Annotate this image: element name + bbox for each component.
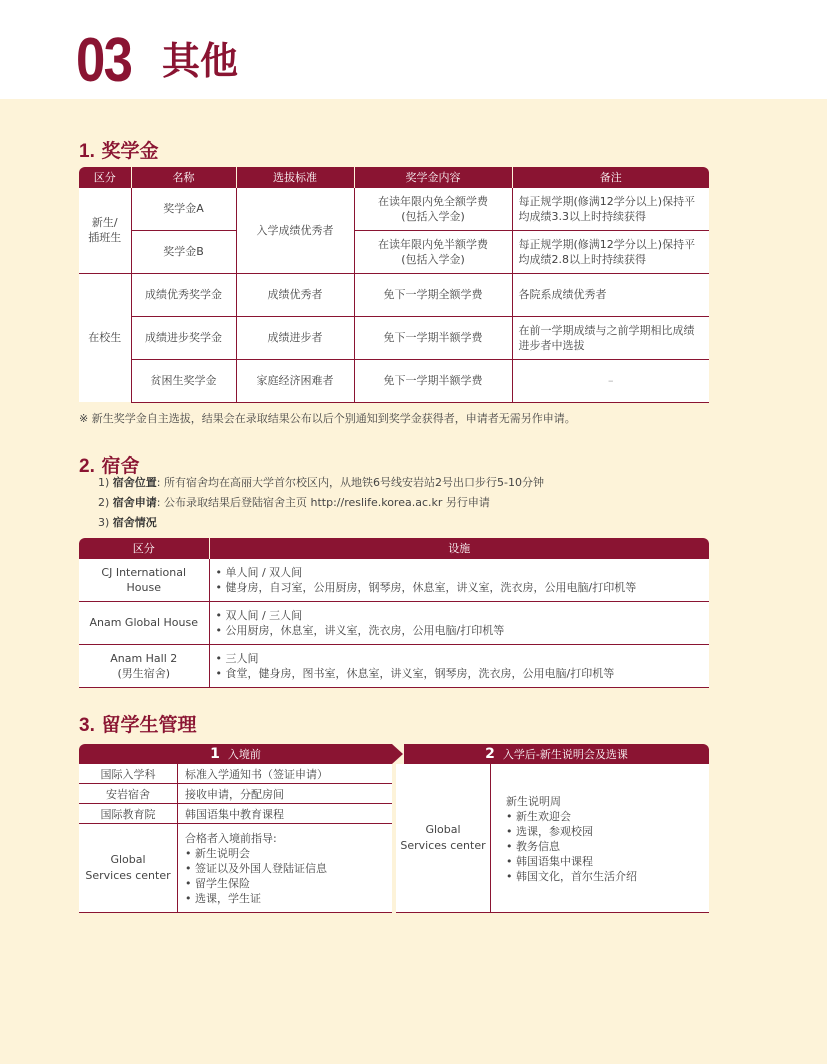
- content-cell: 免下一学期半额学费: [354, 316, 512, 359]
- col-header: 选拔标准: [236, 167, 354, 187]
- chapter-number: 03: [76, 26, 132, 95]
- table-row: [79, 316, 709, 359]
- chapter-title: 其他: [162, 39, 239, 83]
- list-item: [79, 764, 392, 784]
- office-name: 安岩宿舍: [79, 784, 178, 803]
- col-header: 奖学金内容: [354, 167, 512, 187]
- name-cell: 成绩进步奖学金: [131, 316, 236, 359]
- section-title-scholarship: [79, 136, 159, 163]
- list-item: [98, 493, 544, 513]
- criteria-cell: 家庭经济困难者: [236, 359, 354, 402]
- step2-header: [404, 744, 709, 764]
- step1-header: [79, 744, 392, 764]
- office-task: 韩国语集中教育课程: [185, 807, 284, 821]
- remark-cell: –: [512, 359, 709, 402]
- list-item: [98, 473, 544, 493]
- item-number: 1): [98, 476, 110, 489]
- remark-cell: 每正规学期(修满12学分以上)保持平均成绩2.8以上时持续获得: [512, 230, 709, 273]
- section-number: 3.: [79, 715, 95, 736]
- section-label: 留学生管理: [101, 714, 197, 736]
- table-header-row: [79, 167, 709, 187]
- facilities-cell: • 双人间 / 三人间 • 公用厨房，休息室，讲义室，洗衣房，公用电脑/打印机等: [209, 601, 709, 644]
- item-text: : 所有宿舍均在高丽大学首尔校区内，从地铁6号线安岩站2号出口步行5-10分钟: [156, 476, 544, 489]
- table-row: [79, 644, 709, 687]
- dorm-name-cell: CJ International House: [79, 558, 209, 601]
- dorm-name-cell: Anam Global House: [79, 601, 209, 644]
- item-label: 宿舍申请: [112, 496, 157, 509]
- group-cell: 在校生: [79, 273, 131, 402]
- office-name: 国际教育院: [79, 804, 178, 823]
- col-header: 备注: [512, 167, 709, 187]
- list-item: [98, 513, 544, 533]
- criteria-cell: 成绩优秀者: [236, 273, 354, 316]
- name-cell: 奖学金B: [131, 230, 236, 273]
- office-task: 标准入学通知书（签证申请）: [185, 767, 328, 781]
- scholarship-note: ※ 新生奖学金自主选拔，结果会在录取结果公布以后个别通知到奖学金获得者，申请者无需另作申请。: [79, 412, 576, 425]
- item-label: 宿舍位置: [112, 476, 157, 489]
- table-row: [79, 273, 709, 316]
- table-row: [79, 230, 709, 273]
- remark-cell: 在前一学期成绩与之前学期相比成绩进步者中选拔: [512, 316, 709, 359]
- office-task: 接收申请，分配房间: [185, 787, 284, 801]
- section-number: 1.: [79, 141, 95, 162]
- section-label: 宿舍: [101, 455, 140, 477]
- list-item: [79, 804, 392, 824]
- item-label: 宿舍情况: [112, 516, 157, 529]
- dorm-info-list: [98, 473, 544, 533]
- content-cell: 免下一学期全额学费: [354, 273, 512, 316]
- criteria-cell: 成绩进步者: [236, 316, 354, 359]
- group-cell: 新生/ 插班生: [79, 187, 131, 273]
- section-label: 奖学金: [101, 140, 159, 162]
- office-task: 合格者入境前指导: • 新生说明会 • 签证以及外国人登陆证信息 • 留学生保险 • 选课，学生证: [185, 831, 327, 905]
- item-text: : 公布录取结果后登陆宿舍主页 http://reslife.korea.ac.kr 另行申请: [156, 496, 490, 509]
- item-number: 3): [98, 516, 110, 529]
- remark-cell: 每正规学期(修满12学分以上)保持平均成绩3.3以上时持续获得: [512, 187, 709, 230]
- step-label: 入学后-新生说明会及选课: [502, 748, 628, 761]
- section-number: 2.: [79, 456, 95, 477]
- table-header-row: [79, 538, 709, 558]
- name-cell: 奖学金A: [131, 187, 236, 230]
- criteria-cell: 入学成绩优秀者: [236, 187, 354, 273]
- col-header: 区分: [79, 167, 131, 187]
- name-cell: 贫困生奖学金: [131, 359, 236, 402]
- office-name: Global Services center: [396, 764, 491, 912]
- scholarship-table: [79, 167, 709, 403]
- step-number: 2: [485, 746, 495, 762]
- remark-cell: 各院系成绩优秀者: [512, 273, 709, 316]
- content-cell: 免下一学期半额学费: [354, 359, 512, 402]
- after-arrival-box: [396, 764, 709, 913]
- table-row: [79, 601, 709, 644]
- section-title-intl: [79, 710, 197, 737]
- table-row: [79, 558, 709, 601]
- step-label: 入境前: [227, 748, 261, 761]
- facilities-cell: • 单人间 / 双人间 • 健身房，自习室，公用厨房，钢琴房，休息室，讲义室，洗衣房，公用电脑/打印机等: [209, 558, 709, 601]
- table-row: [79, 187, 709, 230]
- table-row: [79, 359, 709, 402]
- content-cell: 在读年限内免全额学费 (包括入学金): [354, 187, 512, 230]
- col-header: 名称: [131, 167, 236, 187]
- content-cell: 在读年限内免半额学费 (包括入学金): [354, 230, 512, 273]
- page-header: [0, 0, 827, 99]
- name-cell: 成绩优秀奖学金: [131, 273, 236, 316]
- col-header: 区分: [79, 538, 209, 558]
- list-item: [79, 824, 392, 913]
- dorm-name-cell: Anam Hall 2 (男生宿舍): [79, 644, 209, 687]
- office-name: 国际入学科: [79, 764, 178, 783]
- facilities-cell: • 三人间 • 食堂，健身房，图书室，休息室，讲义室，钢琴房，洗衣房，公用电脑/打印机等: [209, 644, 709, 687]
- dorm-table: [79, 538, 709, 688]
- arrow-icon: [392, 744, 403, 764]
- item-number: 2): [98, 496, 110, 509]
- office-task: 新生说明周 • 新生欢迎会 • 选课，参观校园 • 教务信息 • 韩国语集中课程 • 韩国文化，首尔生活介绍: [506, 795, 637, 883]
- list-item: [79, 784, 392, 804]
- step-number: 1: [210, 746, 220, 762]
- office-name: Global Services center: [79, 824, 178, 912]
- col-header: 设施: [209, 538, 709, 558]
